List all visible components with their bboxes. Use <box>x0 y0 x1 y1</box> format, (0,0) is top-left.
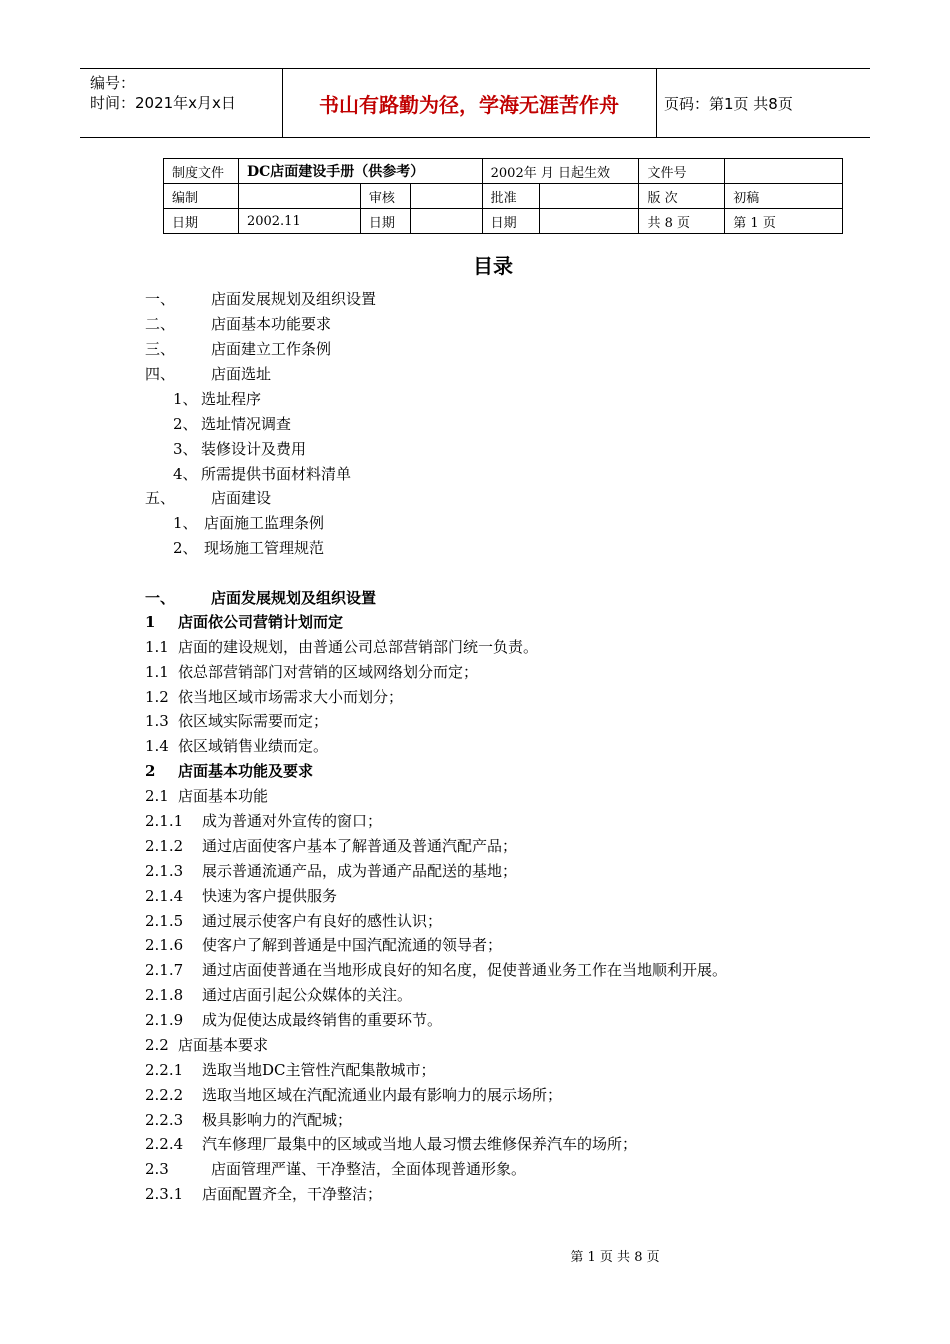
meta-cell: 2002.11 <box>238 209 360 234</box>
section-heading <box>145 588 376 608</box>
line-text: 店面基本功能及要求 <box>178 762 314 780</box>
line-num: 2.2.3 <box>145 1111 184 1129</box>
meta-cell <box>410 209 482 234</box>
toc-text: 所需提供书面材料清单 <box>201 465 352 483</box>
meta-cell <box>238 184 360 209</box>
page-header <box>80 68 870 138</box>
toc-item <box>173 513 324 533</box>
line-text: 选取当地DC主管性汽配集散城市； <box>202 1061 436 1079</box>
line-num: 2.3.1 <box>145 1185 184 1203</box>
body-line <box>145 886 337 906</box>
meta-cell: 批准 <box>482 184 539 209</box>
toc-item <box>145 314 331 334</box>
line-text: 汽车修理厂最集中的区域或当地人最习惯去维修保养汽车的场所； <box>202 1135 638 1153</box>
line-num: 2.2.1 <box>145 1061 184 1079</box>
meta-cell: 版 次 <box>639 184 725 209</box>
toc-item <box>173 464 351 484</box>
toc-num: 4、 <box>173 465 198 483</box>
line-text: 通过店面使普通在当地形成良好的知名度，促使普通业务工作在当地顺利开展。 <box>202 961 728 979</box>
line-text: 成为促使达成最终销售的重要环节。 <box>202 1011 443 1029</box>
toc-num: 二、 <box>145 315 176 333</box>
toc-text: 店面建立工作条例 <box>211 340 332 358</box>
toc-item <box>173 389 261 409</box>
meta-cell: 第 1 页 <box>725 209 843 234</box>
meta-cell: 编制 <box>164 184 239 209</box>
toc-text: 现场施工管理规范 <box>204 539 325 557</box>
line-num: 1.2 <box>145 688 169 706</box>
meta-row <box>164 209 843 234</box>
toc-item <box>145 339 331 359</box>
line-text: 店面发展规划及组织设置 <box>211 589 377 607</box>
header-info <box>90 73 236 113</box>
line-num: 2.1.8 <box>145 986 184 1004</box>
toc-text: 店面选址 <box>211 365 272 383</box>
body-line <box>145 985 412 1005</box>
toc-text: 选址情况调查 <box>201 415 292 433</box>
meta-cell: 审核 <box>360 184 410 209</box>
toc-title: 目录 <box>473 254 513 278</box>
meta-cell <box>539 184 639 209</box>
body-line <box>145 1159 526 1179</box>
line-text: 店面依公司营销计划而定 <box>178 613 344 631</box>
toc-item <box>173 538 324 558</box>
toc-item <box>173 414 291 434</box>
line-num: 2.2.2 <box>145 1086 184 1104</box>
line-num: 2.2 <box>145 1036 169 1054</box>
body-line <box>145 1110 352 1130</box>
meta-row <box>164 159 843 184</box>
document-title: DC店面建设手册（供参考） <box>238 159 482 184</box>
body-line <box>145 811 382 831</box>
line-text: 依区域销售业绩而定。 <box>178 737 329 755</box>
body-line <box>145 1035 268 1055</box>
toc-num: 2、 <box>173 539 198 557</box>
section-heading <box>145 761 313 781</box>
line-num: 2.1.3 <box>145 862 184 880</box>
line-num: 2.1.7 <box>145 961 184 979</box>
body-line <box>145 736 328 756</box>
meta-cell: 日期 <box>360 209 410 234</box>
meta-cell: 制度文件 <box>164 159 239 184</box>
page-footer: 第 1 页 共 8 页 <box>570 1250 660 1265</box>
line-text: 使客户了解到普通是中国汽配流通的领导者； <box>202 936 503 954</box>
line-num: 2 <box>145 762 156 780</box>
line-text: 依总部营销部门对营销的区域网络划分而定； <box>178 663 479 681</box>
line-num: 2.3 <box>145 1160 169 1178</box>
document-meta-table <box>163 158 843 234</box>
line-num: 1.1 <box>145 663 169 681</box>
body-line <box>145 1184 382 1204</box>
line-num: 2.1.4 <box>145 887 184 905</box>
body-line <box>145 637 538 657</box>
line-text: 店面基本功能 <box>178 787 269 805</box>
line-text: 选取当地区域在汽配流通业内最有影响力的展示场所； <box>202 1086 563 1104</box>
body-line <box>145 1085 562 1105</box>
toc-num: 1、 <box>173 390 198 408</box>
toc-num: 3、 <box>173 440 198 458</box>
meta-cell: 共 8 页 <box>639 209 725 234</box>
toc-num: 2、 <box>173 415 198 433</box>
line-text: 极具影响力的汽配城； <box>202 1111 353 1129</box>
body-line <box>145 1060 436 1080</box>
line-text: 店面基本要求 <box>178 1036 269 1054</box>
line-num: 2.1.5 <box>145 912 184 930</box>
body-line <box>145 861 517 881</box>
toc-text: 店面发展规划及组织设置 <box>211 290 377 308</box>
line-text: 快速为客户提供服务 <box>202 887 338 905</box>
line-num: 2.1.2 <box>145 837 184 855</box>
toc-num: 一、 <box>145 290 176 308</box>
header-motto: 书山有路勤为径，学海无涯苦作舟 <box>319 92 619 117</box>
header-page-label: 页码：第1页 共8页 <box>664 95 793 113</box>
toc-item <box>145 364 271 384</box>
meta-cell <box>410 184 482 209</box>
body-line <box>145 786 268 806</box>
toc-num: 五、 <box>145 489 176 507</box>
meta-cell: 2002年 月 日起生效 <box>482 159 639 184</box>
line-num: 2.1.9 <box>145 1011 184 1029</box>
toc-text: 店面建设 <box>211 489 272 507</box>
line-num: 2.1 <box>145 787 169 805</box>
body-line <box>145 1010 442 1030</box>
body-line <box>145 1134 637 1154</box>
section-heading <box>145 612 343 632</box>
body-line <box>145 911 442 931</box>
toc-text: 店面基本功能要求 <box>211 315 332 333</box>
line-text: 店面管理严谨、干净整洁，全面体现普通形象。 <box>211 1160 527 1178</box>
body-line <box>145 687 403 707</box>
toc-item <box>145 289 376 309</box>
toc-item <box>173 439 306 459</box>
line-text: 依当地区域市场需求大小而划分； <box>178 688 404 706</box>
meta-cell: 日期 <box>164 209 239 234</box>
line-num: 1.4 <box>145 737 169 755</box>
line-text: 成为普通对外宣传的窗口； <box>202 812 383 830</box>
line-num: 1.1 <box>145 638 169 656</box>
toc-num: 三、 <box>145 340 176 358</box>
line-text: 店面的建设规划，由普通公司总部营销部门统一负责。 <box>178 638 539 656</box>
meta-cell <box>539 209 639 234</box>
toc-item <box>145 488 271 508</box>
body-line <box>145 836 517 856</box>
toc-text: 装修设计及费用 <box>201 440 307 458</box>
body-line <box>145 662 478 682</box>
line-num: 2.2.4 <box>145 1135 184 1153</box>
meta-cell: 日期 <box>482 209 539 234</box>
line-text: 通过店面使客户基本了解普通及普通汽配产品； <box>202 837 518 855</box>
header-divider <box>656 69 657 137</box>
line-text: 通过店面引起公众媒体的关注。 <box>202 986 413 1004</box>
time-label: 时间：2021年x月x日 <box>90 94 236 112</box>
toc-num: 1、 <box>173 514 198 532</box>
line-num: 1 <box>145 613 156 631</box>
meta-cell <box>725 159 843 184</box>
line-text: 依区域实际需要而定； <box>178 712 329 730</box>
toc-num: 四、 <box>145 365 176 383</box>
meta-cell: 初稿 <box>725 184 843 209</box>
meta-row <box>164 184 843 209</box>
toc-text: 选址程序 <box>201 390 262 408</box>
code-label: 编号： <box>90 74 136 92</box>
line-num: 1.3 <box>145 712 169 730</box>
body-line <box>145 711 328 731</box>
body-line <box>145 960 727 980</box>
line-text: 通过展示使客户有良好的感性认识； <box>202 912 443 930</box>
line-num: 一、 <box>145 589 176 607</box>
line-num: 2.1.6 <box>145 936 184 954</box>
body-line <box>145 935 502 955</box>
toc-text: 店面施工监理条例 <box>204 514 325 532</box>
meta-cell: 文件号 <box>639 159 725 184</box>
line-num: 2.1.1 <box>145 812 184 830</box>
line-text: 店面配置齐全，干净整洁； <box>202 1185 383 1203</box>
line-text: 展示普通流通产品，成为普通产品配送的基地； <box>202 862 518 880</box>
